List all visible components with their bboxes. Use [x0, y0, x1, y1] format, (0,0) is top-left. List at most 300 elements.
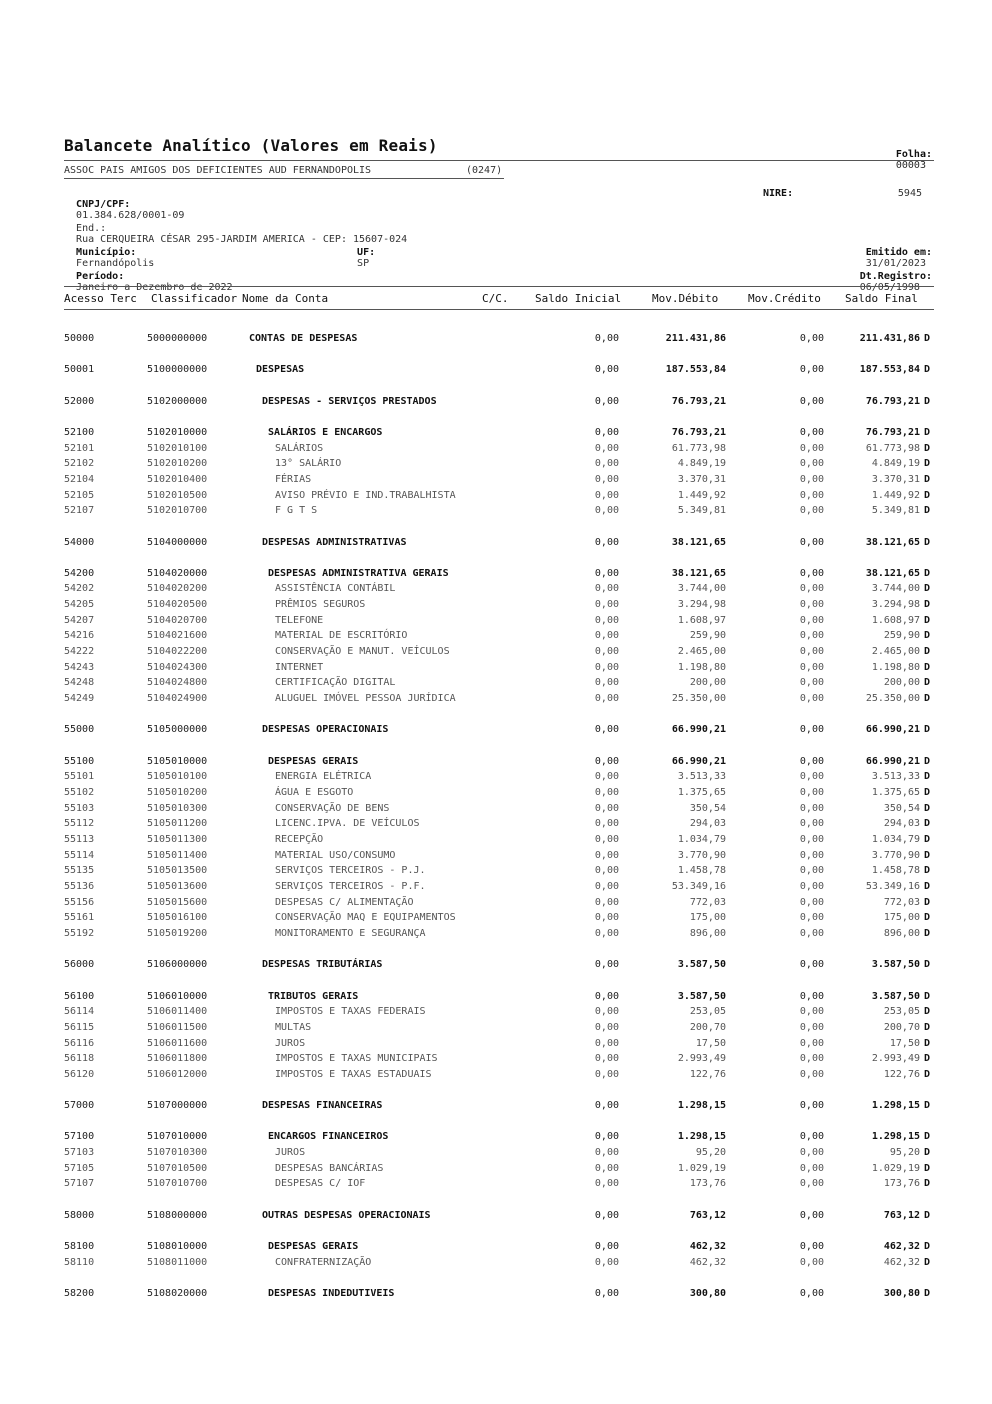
table-row: [0, 474, 992, 488]
cell-mov-credito: 0,00: [799, 599, 824, 610]
cell-saldo-final: 1.034,79: [871, 834, 920, 845]
cell-mov-credito: 0,00: [799, 756, 824, 767]
cell-nome: ALUGUEL IMÓVEL PESSOA JURÍDICA: [275, 693, 456, 704]
cell-saldo-inicial: 0,00: [594, 834, 619, 845]
cell-classificador: 5106011800: [147, 1053, 208, 1064]
table-row: [0, 1006, 992, 1020]
cell-acesso: 56120: [64, 1069, 95, 1080]
cell-nome: MATERIAL USO/CONSUMO: [275, 850, 396, 861]
cell-mov-debito: 1.029,19: [677, 1163, 726, 1174]
cell-mov-credito: 0,00: [799, 568, 824, 579]
cell-classificador: 5108000000: [147, 1210, 208, 1221]
col-saldo-final: Saldo Final: [845, 292, 918, 305]
cell-mov-debito: 3.587,50: [677, 959, 726, 970]
cell-saldo-inicial: 0,00: [594, 677, 619, 688]
cell-mov-credito: 0,00: [799, 1178, 824, 1189]
cell-acesso: 55101: [64, 771, 95, 782]
cell-classificador: 5104024300: [147, 662, 208, 673]
cell-mov-debito: 38.121,65: [671, 537, 726, 548]
cell-saldo-final: 2.465,00: [871, 646, 920, 657]
cell-classificador: 5102010400: [147, 474, 208, 485]
cell-saldo-inicial: 0,00: [594, 396, 619, 407]
cell-acesso: 57000: [64, 1100, 95, 1111]
cell-mov-credito: 0,00: [799, 771, 824, 782]
col-nome: Nome da Conta: [242, 292, 329, 305]
cell-saldo-inicial: 0,00: [594, 787, 619, 798]
cell-saldo-inicial: 0,00: [594, 724, 619, 735]
cell-nome: CONSERVAÇÃO MAQ E EQUIPAMENTOS: [275, 912, 456, 923]
cell-dc: D: [924, 1178, 931, 1189]
cell-nome: TRIBUTOS GERAIS: [268, 991, 359, 1002]
cell-dc: D: [924, 912, 931, 923]
cell-classificador: 5105019200: [147, 928, 208, 939]
cell-dc: D: [924, 396, 931, 407]
cell-saldo-final: 175,00: [883, 912, 920, 923]
cell-mov-debito: 3.744,00: [677, 583, 726, 594]
table-row: [0, 630, 992, 644]
cell-nome: MATERIAL DE ESCRITÓRIO: [275, 630, 408, 641]
cell-saldo-inicial: 0,00: [594, 850, 619, 861]
cell-saldo-inicial: 0,00: [594, 912, 619, 923]
cell-mov-credito: 0,00: [799, 1147, 824, 1158]
cell-nome: FÉRIAS: [275, 474, 312, 485]
cell-dc: D: [924, 803, 931, 814]
cell-nome: DESPESAS ADMINISTRATIVAS: [262, 537, 407, 548]
cell-dc: D: [924, 1038, 931, 1049]
table-row: [0, 991, 992, 1005]
cell-acesso: 55136: [64, 881, 95, 892]
cell-mov-debito: 211.431,86: [665, 333, 726, 344]
cell-mov-credito: 0,00: [799, 803, 824, 814]
cell-dc: D: [924, 959, 931, 970]
cell-mov-debito: 772,03: [689, 897, 726, 908]
cell-acesso: 52100: [64, 427, 95, 438]
cell-mov-debito: 259,90: [689, 630, 726, 641]
cell-dc: D: [924, 1257, 931, 1268]
cell-mov-debito: 3.294,98: [677, 599, 726, 610]
cell-saldo-final: 3.513,33: [871, 771, 920, 782]
folha-label: Folha:: [895, 149, 932, 160]
cell-mov-debito: 53.349,16: [671, 881, 726, 892]
cell-acesso: 54243: [64, 662, 95, 673]
cell-acesso: 52105: [64, 490, 95, 501]
cell-acesso: 55100: [64, 756, 95, 767]
table-row: [0, 615, 992, 629]
cell-mov-debito: 350,54: [689, 803, 726, 814]
cell-classificador: 5104020200: [147, 583, 208, 594]
cell-saldo-final: 3.370,31: [871, 474, 920, 485]
cell-nome: DESPESAS ADMINISTRATIVA GERAIS: [268, 568, 449, 579]
cell-mov-debito: 200,70: [689, 1022, 726, 1033]
uf-label: UF:: [357, 247, 376, 258]
cell-dc: D: [924, 1100, 931, 1111]
cell-saldo-inicial: 0,00: [594, 1210, 619, 1221]
cell-mov-credito: 0,00: [799, 1210, 824, 1221]
cell-nome: MONITORAMENTO E SEGURANÇA: [275, 928, 426, 939]
cell-acesso: 55192: [64, 928, 95, 939]
cell-acesso: 52102: [64, 458, 95, 469]
cell-mov-debito: 76.793,21: [671, 427, 726, 438]
cell-mov-credito: 0,00: [799, 427, 824, 438]
table-row: [0, 724, 992, 738]
cell-dc: D: [924, 1210, 931, 1221]
registro-label: Dt.Registro:: [859, 271, 932, 282]
cell-nome: CONFRATERNIZAÇÃO: [275, 1257, 372, 1268]
cell-saldo-final: 53.349,16: [865, 881, 920, 892]
cell-mov-credito: 0,00: [799, 1288, 824, 1299]
cell-classificador: 5100000000: [147, 364, 208, 375]
cell-acesso: 57107: [64, 1178, 95, 1189]
emitido-value: 31/01/2023: [865, 258, 926, 269]
cell-dc: D: [924, 427, 931, 438]
cell-saldo-inicial: 0,00: [594, 1178, 619, 1189]
cell-saldo-final: 1.375,65: [871, 787, 920, 798]
cell-classificador: 5105011200: [147, 818, 208, 829]
table-row: [0, 505, 992, 519]
address-label: End.:: [76, 223, 107, 234]
cell-saldo-final: 38.121,65: [865, 568, 920, 579]
cell-dc: D: [924, 1147, 931, 1158]
cell-classificador: 5105015600: [147, 897, 208, 908]
cell-classificador: 5104024900: [147, 693, 208, 704]
cell-dc: D: [924, 991, 931, 1002]
cell-nome: PRÊMIOS SEGUROS: [275, 599, 366, 610]
cell-mov-credito: 0,00: [799, 474, 824, 485]
table-row: [0, 850, 992, 864]
entity-name: ASSOC PAIS AMIGOS DOS DEFICIENTES AUD FERNANDOPOLIS: [64, 165, 372, 176]
cell-dc: D: [924, 364, 931, 375]
cell-acesso: 56116: [64, 1038, 95, 1049]
cell-classificador: 5102000000: [147, 396, 208, 407]
cell-nome: CONSERVAÇÃO E MANUT. VEÍCULOS: [275, 646, 450, 657]
cell-mov-credito: 0,00: [799, 1038, 824, 1049]
cell-classificador: 5107010700: [147, 1178, 208, 1189]
cell-mov-debito: 462,32: [689, 1241, 726, 1252]
uf-value: SP: [357, 258, 370, 269]
nire-value: 5945: [897, 188, 922, 199]
cell-mov-debito: 38.121,65: [671, 568, 726, 579]
cell-dc: D: [924, 505, 931, 516]
cell-saldo-final: 462,32: [883, 1241, 920, 1252]
cell-classificador: 5102010500: [147, 490, 208, 501]
cell-classificador: 5105000000: [147, 724, 208, 735]
cell-classificador: 5106011500: [147, 1022, 208, 1033]
cell-classificador: 5108020000: [147, 1288, 208, 1299]
cell-mov-debito: 1.298,15: [677, 1131, 726, 1142]
cell-saldo-inicial: 0,00: [594, 646, 619, 657]
cell-mov-credito: 0,00: [799, 505, 824, 516]
cell-saldo-final: 187.553,84: [859, 364, 920, 375]
cell-saldo-inicial: 0,00: [594, 364, 619, 375]
cell-saldo-inicial: 0,00: [594, 490, 619, 501]
col-acesso: Acesso Terc: [64, 292, 137, 305]
cell-dc: D: [924, 333, 931, 344]
cell-saldo-final: 76.793,21: [865, 396, 920, 407]
cell-nome: DESPESAS C/ ALIMENTAÇÃO: [275, 897, 414, 908]
cell-dc: D: [924, 928, 931, 939]
cell-mov-debito: 66.990,21: [671, 756, 726, 767]
periodo-label: Período:: [76, 271, 125, 282]
cell-mov-credito: 0,00: [799, 991, 824, 1002]
address-value: Rua CERQUEIRA CÉSAR 295-JARDIM AMERICA - CEP: 15607-024: [76, 234, 408, 245]
folha-value: 00003: [895, 160, 926, 171]
cell-mov-debito: 2.993,49: [677, 1053, 726, 1064]
cell-acesso: 52101: [64, 443, 95, 454]
cell-dc: D: [924, 1163, 931, 1174]
cell-acesso: 58000: [64, 1210, 95, 1221]
cell-mov-debito: 173,76: [689, 1178, 726, 1189]
cell-classificador: 5105010000: [147, 756, 208, 767]
cell-mov-debito: 187.553,84: [665, 364, 726, 375]
cell-saldo-final: 3.744,00: [871, 583, 920, 594]
cell-acesso: 57105: [64, 1163, 95, 1174]
cell-saldo-inicial: 0,00: [594, 443, 619, 454]
table-row: [0, 1100, 992, 1114]
cell-mov-credito: 0,00: [799, 662, 824, 673]
cell-mov-credito: 0,00: [799, 333, 824, 344]
cell-mov-credito: 0,00: [799, 1006, 824, 1017]
cell-mov-credito: 0,00: [799, 630, 824, 641]
cell-mov-credito: 0,00: [799, 724, 824, 735]
table-row: [0, 427, 992, 441]
cell-classificador: 5105013600: [147, 881, 208, 892]
cell-nome: DESPESAS C/ IOF: [275, 1178, 366, 1189]
cell-acesso: 55102: [64, 787, 95, 798]
table-row: [0, 1163, 992, 1177]
table-row: [0, 677, 992, 691]
cell-saldo-inicial: 0,00: [594, 599, 619, 610]
cell-nome: 13° SALÁRIO: [275, 458, 342, 469]
cell-saldo-final: 300,80: [883, 1288, 920, 1299]
cell-mov-debito: 61.773,98: [671, 443, 726, 454]
cell-saldo-final: 1.458,78: [871, 865, 920, 876]
cell-nome: SERVIÇOS TERCEIROS - P.J.: [275, 865, 426, 876]
cell-saldo-final: 1.298,15: [871, 1131, 920, 1142]
cell-nome: OUTRAS DESPESAS OPERACIONAIS: [262, 1210, 431, 1221]
col-classificador: Classificador: [151, 292, 238, 305]
cell-mov-debito: 1.608,97: [677, 615, 726, 626]
cell-dc: D: [924, 897, 931, 908]
table-row: [0, 787, 992, 801]
cell-acesso: 58110: [64, 1257, 95, 1268]
cell-mov-debito: 253,05: [689, 1006, 726, 1017]
cell-nome: SALÁRIOS: [275, 443, 324, 454]
cell-saldo-final: 259,90: [883, 630, 920, 641]
cell-saldo-final: 2.993,49: [871, 1053, 920, 1064]
cell-mov-credito: 0,00: [799, 396, 824, 407]
cell-nome: CERTIFICAÇÃO DIGITAL: [275, 677, 396, 688]
table-row: [0, 897, 992, 911]
cell-saldo-inicial: 0,00: [594, 803, 619, 814]
table-row: [0, 1022, 992, 1036]
cell-mov-debito: 294,03: [689, 818, 726, 829]
cell-acesso: 55000: [64, 724, 95, 735]
cell-nome: SALÁRIOS E ENCARGOS: [268, 427, 383, 438]
cell-saldo-inicial: 0,00: [594, 897, 619, 908]
cell-saldo-inicial: 0,00: [594, 928, 619, 939]
cell-mov-credito: 0,00: [799, 1022, 824, 1033]
cell-mov-credito: 0,00: [799, 928, 824, 939]
cell-dc: D: [924, 1241, 931, 1252]
cell-classificador: 5000000000: [147, 333, 208, 344]
cell-classificador: 5105013500: [147, 865, 208, 876]
cell-classificador: 5108011000: [147, 1257, 208, 1268]
table-row: [0, 364, 992, 378]
cell-acesso: 54202: [64, 583, 95, 594]
cell-nome: ÁGUA E ESGOTO: [275, 787, 354, 798]
col-mov-credito: Mov.Crédito: [748, 292, 821, 305]
cell-mov-debito: 3.370,31: [677, 474, 726, 485]
cell-nome: INTERNET: [275, 662, 324, 673]
table-row: [0, 396, 992, 410]
cell-classificador: 5102010700: [147, 505, 208, 516]
table-row: [0, 490, 992, 504]
cell-nome: ENERGIA ELÉTRICA: [275, 771, 372, 782]
table-row: [0, 834, 992, 848]
cell-mov-credito: 0,00: [799, 881, 824, 892]
cell-mov-debito: 300,80: [689, 1288, 726, 1299]
cell-mov-credito: 0,00: [799, 677, 824, 688]
cell-saldo-final: 3.587,50: [871, 991, 920, 1002]
cell-acesso: 55113: [64, 834, 95, 845]
table-row: [0, 1069, 992, 1083]
cell-classificador: 5107010000: [147, 1131, 208, 1142]
cell-saldo-final: 294,03: [883, 818, 920, 829]
cell-acesso: 56000: [64, 959, 95, 970]
cell-saldo-final: 3.294,98: [871, 599, 920, 610]
cell-saldo-final: 5.349,81: [871, 505, 920, 516]
cell-classificador: 5106011400: [147, 1006, 208, 1017]
table-row: [0, 1038, 992, 1052]
cell-acesso: 54200: [64, 568, 95, 579]
cell-saldo-inicial: 0,00: [594, 1241, 619, 1252]
cell-nome: DESPESAS OPERACIONAIS: [262, 724, 389, 735]
cell-dc: D: [924, 474, 931, 485]
cell-mov-debito: 462,32: [689, 1257, 726, 1268]
entity-code: (0247): [466, 165, 503, 176]
cell-saldo-inicial: 0,00: [594, 771, 619, 782]
cell-acesso: 54205: [64, 599, 95, 610]
cell-saldo-inicial: 0,00: [594, 1131, 619, 1142]
cell-classificador: 5106011600: [147, 1038, 208, 1049]
cell-saldo-inicial: 0,00: [594, 1038, 619, 1049]
cell-dc: D: [924, 1069, 931, 1080]
cell-mov-credito: 0,00: [799, 1100, 824, 1111]
cell-acesso: 54216: [64, 630, 95, 641]
cell-classificador: 5107000000: [147, 1100, 208, 1111]
cell-classificador: 5104022200: [147, 646, 208, 657]
cell-acesso: 54249: [64, 693, 95, 704]
cell-saldo-final: 66.990,21: [865, 724, 920, 735]
cell-nome: MULTAS: [275, 1022, 312, 1033]
cell-nome: F G T S: [275, 505, 318, 516]
cell-nome: ASSISTÊNCIA CONTÁBIL: [275, 583, 396, 594]
col-mov-debito: Mov.Débito: [652, 292, 719, 305]
cell-mov-debito: 76.793,21: [671, 396, 726, 407]
cell-mov-debito: 5.349,81: [677, 505, 726, 516]
cell-saldo-inicial: 0,00: [594, 505, 619, 516]
cell-dc: D: [924, 834, 931, 845]
cell-dc: D: [924, 865, 931, 876]
cnpj-value: 01.384.628/0001-09: [76, 210, 185, 221]
cell-saldo-final: 1.029,19: [871, 1163, 920, 1174]
cell-mov-debito: 1.198,80: [677, 662, 726, 673]
cell-acesso: 55112: [64, 818, 95, 829]
cell-dc: D: [924, 771, 931, 782]
table-row: [0, 803, 992, 817]
cell-classificador: 5105010300: [147, 803, 208, 814]
table-row: [0, 599, 992, 613]
cell-nome: RECEPÇÃO: [275, 834, 324, 845]
cell-saldo-final: 173,76: [883, 1178, 920, 1189]
cell-saldo-inicial: 0,00: [594, 1147, 619, 1158]
cell-saldo-final: 25.350,00: [865, 693, 920, 704]
cell-acesso: 58200: [64, 1288, 95, 1299]
cell-acesso: 57103: [64, 1147, 95, 1158]
periodo-value: Janeiro a Dezembro de 2022: [76, 282, 233, 293]
cell-mov-debito: 3.587,50: [677, 991, 726, 1002]
cell-mov-debito: 3.770,90: [677, 850, 726, 861]
cell-classificador: 5108010000: [147, 1241, 208, 1252]
cell-saldo-final: 763,12: [883, 1210, 920, 1221]
cell-mov-debito: 896,00: [689, 928, 726, 939]
cell-mov-credito: 0,00: [799, 583, 824, 594]
cell-saldo-final: 4.849,19: [871, 458, 920, 469]
nire-label: NIRE:: [763, 188, 794, 199]
cell-saldo-inicial: 0,00: [594, 693, 619, 704]
cell-classificador: 5104020700: [147, 615, 208, 626]
cell-mov-credito: 0,00: [799, 1163, 824, 1174]
cell-mov-credito: 0,00: [799, 1131, 824, 1142]
cell-classificador: 5102010200: [147, 458, 208, 469]
cell-dc: D: [924, 568, 931, 579]
cell-mov-credito: 0,00: [799, 834, 824, 845]
cell-saldo-final: 76.793,21: [865, 427, 920, 438]
cell-dc: D: [924, 630, 931, 641]
cell-classificador: 5106000000: [147, 959, 208, 970]
table-row: [0, 771, 992, 785]
table-row: [0, 1210, 992, 1224]
cell-mov-debito: 66.990,21: [671, 724, 726, 735]
cell-saldo-final: 3.587,50: [871, 959, 920, 970]
cell-mov-credito: 0,00: [799, 897, 824, 908]
cell-classificador: 5105010200: [147, 787, 208, 798]
cell-dc: D: [924, 537, 931, 548]
cell-nome: DESPESAS TRIBUTÁRIAS: [262, 959, 383, 970]
cell-acesso: 56114: [64, 1006, 95, 1017]
cell-mov-credito: 0,00: [799, 787, 824, 798]
cell-saldo-inicial: 0,00: [594, 630, 619, 641]
cell-mov-credito: 0,00: [799, 912, 824, 923]
cell-mov-debito: 200,00: [689, 677, 726, 688]
cell-saldo-final: 1.198,80: [871, 662, 920, 673]
cell-acesso: 58100: [64, 1241, 95, 1252]
cell-saldo-inicial: 0,00: [594, 537, 619, 548]
table-row: [0, 959, 992, 973]
cell-acesso: 55135: [64, 865, 95, 876]
cell-nome: DESPESAS GERAIS: [268, 756, 359, 767]
cell-mov-credito: 0,00: [799, 646, 824, 657]
cell-saldo-final: 66.990,21: [865, 756, 920, 767]
table-row: [0, 443, 992, 457]
cell-mov-debito: 1.034,79: [677, 834, 726, 845]
cell-dc: D: [924, 1053, 931, 1064]
cell-acesso: 52000: [64, 396, 95, 407]
cell-dc: D: [924, 1006, 931, 1017]
table-row: [0, 646, 992, 660]
cell-saldo-final: 253,05: [883, 1006, 920, 1017]
cell-saldo-final: 1.449,92: [871, 490, 920, 501]
